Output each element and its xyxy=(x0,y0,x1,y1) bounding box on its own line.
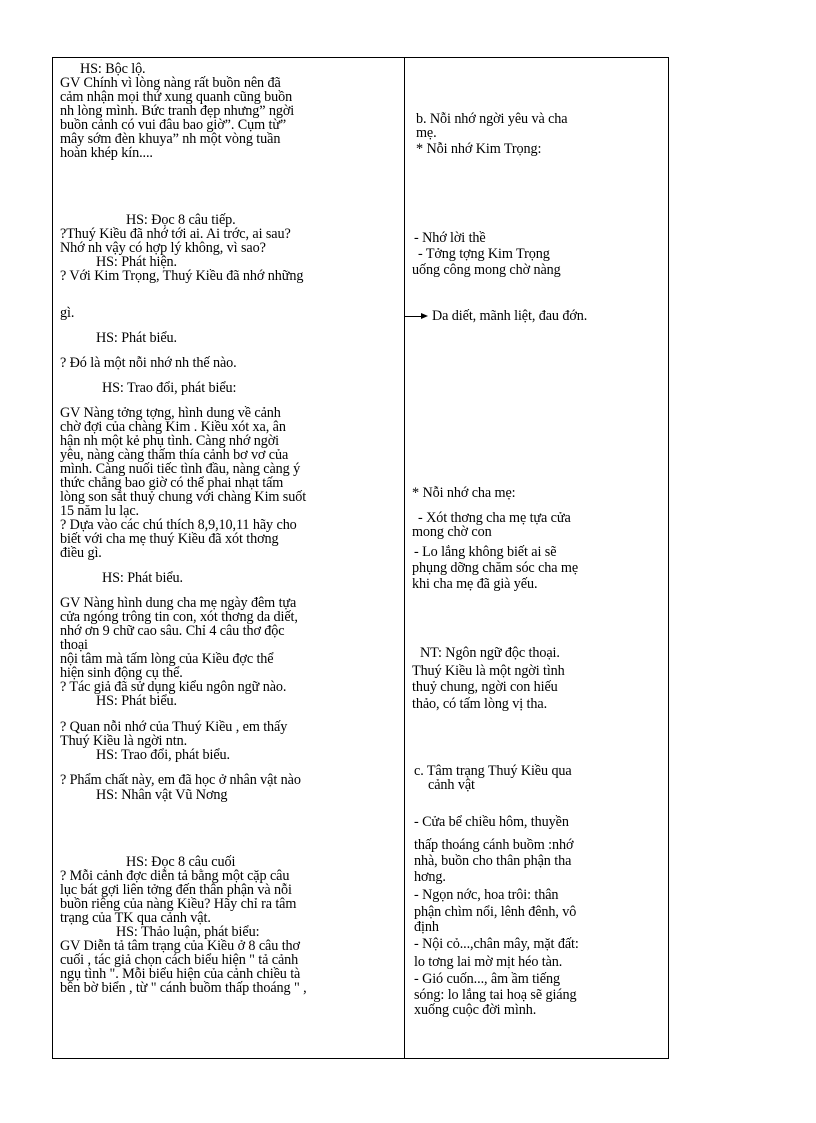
left-line: HS: Phát biểu. xyxy=(102,570,183,586)
left-line: GV Diễn tả tâm trạng của Kiều ở 8 câu thơ xyxy=(60,938,300,954)
right-line: mong chờ con xyxy=(412,524,492,540)
left-line: ? Phẩm chất này, em đã học ở nhân vật nào xyxy=(60,772,301,788)
left-line: buồn riêng của nàng Kiều? Hãy chỉ ra tâm xyxy=(60,896,297,912)
left-line: HS: Trao đổi, phát biểu. xyxy=(96,747,230,763)
left-line: HS: Đọc 8 câu cuối xyxy=(126,854,236,870)
left-line: nhớ ơn 9 chữ cao sâu. Chỉ 4 câu thơ độc xyxy=(60,623,285,639)
right-line: mẹ. xyxy=(416,125,437,141)
left-line: lòng son sắt thuỷ chung với chàng Kim suốt xyxy=(60,489,307,505)
left-line: hoàn khép kín.... xyxy=(60,145,153,161)
left-line: HS: Trao đổi, phát biểu: xyxy=(102,380,237,396)
left-line: ?Thuý Kiều đã nhớ tới ai. Ai trớc, ai sau? xyxy=(60,226,291,242)
left-line: ? Quan nỗi nhớ của Thuý Kiều , em thấy xyxy=(60,719,288,735)
left-line: ? Đó là một nỗi nhớ nh thế nào. xyxy=(60,355,237,371)
left-line: cảm nhận mọi thứ xung quanh cũng buồn xyxy=(60,89,293,105)
right-line: - Ngọn nớc, hoa trôi: thân xyxy=(414,887,559,903)
left-line: HS: Phát biểu. xyxy=(96,693,177,709)
right-line: * Nỗi nhớ Kim Trọng: xyxy=(416,141,542,157)
right-line: - Gió cuốn..., âm ầm tiếng xyxy=(414,971,560,987)
left-line: hiện sinh động cụ thể. xyxy=(60,665,183,681)
left-line: thoại xyxy=(60,637,88,653)
left-line: HS: Nhân vật Vũ Nơng xyxy=(96,787,228,803)
right-line: uống công mong chờ nàng xyxy=(412,262,561,278)
left-line: 15 năm lu lạc. xyxy=(60,503,139,519)
right-line: lo tơng lai mờ mịt héo tàn. xyxy=(414,954,563,970)
left-line: nh lòng mình. Bức tranh đẹp nhưng” ngời xyxy=(60,103,295,119)
left-line: HS: Phát biểu. xyxy=(96,330,177,346)
right-line: - Nội cỏ...,chân mây, mặt đất: xyxy=(414,936,579,952)
right-line: thấp thoáng cánh buồm :nhớ xyxy=(414,837,574,853)
right-line: xuống cuộc đời mình. xyxy=(414,1002,537,1018)
right-line: * Nỗi nhớ cha mẹ: xyxy=(412,485,516,501)
right-line: b. Nỗi nhớ ngời yêu và cha xyxy=(416,111,568,127)
right-line: - Tởng tợng Kim Trọng xyxy=(418,246,550,262)
left-line: HS: Đọc 8 câu tiếp. xyxy=(126,212,236,228)
right-line: thuỷ chung, ngời con hiếu xyxy=(412,679,558,695)
left-line: ? Tác giả đã sử dụng kiểu ngôn ngữ nào. xyxy=(60,679,287,695)
left-line: chờ đợi của chàng Kim . Kiều xót xa, ân xyxy=(60,419,286,435)
left-line: hận nh một kẻ phụ tình. Càng nhớ ngời xyxy=(60,433,279,449)
right-line: - Xót thơng cha mẹ tựa cửa xyxy=(418,510,571,526)
right-line: khi cha mẹ đã già yếu. xyxy=(412,576,538,592)
left-line: biết với cha mẹ thuý Kiều đã xót thơng xyxy=(60,531,279,547)
right-line: phận chìm nổi, lênh đênh, vô xyxy=(414,904,577,920)
left-line: buồn cảnh có vui đâu bao giờ”. Cụm từ” xyxy=(60,117,287,133)
left-line: HS: Thảo luận, phát biểu: xyxy=(116,924,260,940)
left-line: bên bờ biển , từ " cánh buồm thấp thoáng " , xyxy=(60,980,307,996)
left-line: cuối , tác giả chọn cách biểu hiện " tả cảnh xyxy=(60,952,299,968)
left-line: ? Với Kim Trọng, Thuý Kiều đã nhớ những xyxy=(60,268,304,284)
right-line: thảo, có tấm lòng vị tha. xyxy=(412,696,548,712)
right-line: - Cửa bể chiều hôm, thuyền xyxy=(414,814,569,830)
right-line: định xyxy=(414,919,439,935)
left-line: cửa ngóng trông tin con, xót thơng da diết, xyxy=(60,609,298,625)
right-line: nhà, buồn cho thân phận tha xyxy=(414,853,572,869)
right-line: Thuý Kiều là một ngời tình xyxy=(412,663,565,679)
right-line: - Lo lắng không biết ai sẽ xyxy=(414,544,557,560)
left-line: yêu, nàng càng thấm thía cảnh bơ vơ của xyxy=(60,447,289,463)
left-line: mình. Càng nuối tiếc tình đầu, nàng càng ý xyxy=(60,461,301,477)
left-line: thức chẳng bao giờ có thể phai nhạt tấm xyxy=(60,475,284,491)
right-line: sóng: lo lắng tai hoạ sẽ giáng xyxy=(414,987,577,1003)
right-line: phụng dỡng chăm sóc cha mẹ xyxy=(412,560,579,576)
right-line: NT: Ngôn ngữ độc thoại. xyxy=(420,645,560,661)
right-line: - Nhớ lời thề xyxy=(414,230,486,246)
left-line: ngụ tình ". Mỗi biểu hiện của cảnh chiều tà xyxy=(60,966,301,982)
right-line: Da diết, mãnh liệt, đau đớn. xyxy=(432,308,588,324)
left-line: Nhớ nh vậy có hợp lý không, vì sao? xyxy=(60,240,266,256)
left-line: GV Nàng hình dung cha mẹ ngày đêm tựa xyxy=(60,595,297,611)
left-line: HS: Phát hiện. xyxy=(96,254,177,270)
left-line: trạng của TK qua cảnh vật. xyxy=(60,910,211,926)
right-line: cảnh vật xyxy=(428,777,475,793)
left-line: mây sớm đèn khuya” nh một vòng tuần xyxy=(60,131,281,147)
left-line: nội tâm mà tấm lòng của Kiều đợc thể xyxy=(60,651,274,667)
right-line: c. Tâm trạng Thuý Kiều qua xyxy=(414,763,572,779)
left-line: ? Dựa vào các chú thích 8,9,10,11 hãy cho xyxy=(60,517,297,533)
left-line: GV Nàng tởng tợng, hình dung về cảnh xyxy=(60,405,281,421)
arrow-head-icon xyxy=(421,313,428,319)
column-divider xyxy=(404,57,405,1059)
left-line: HS: Bộc lộ. xyxy=(80,61,146,77)
right-line: hơng. xyxy=(414,869,446,885)
left-line: Thuý Kiều là ngời ntn. xyxy=(60,733,188,749)
left-line: gì. xyxy=(60,305,75,321)
left-line: lục bát gợi liên tởng đến thân phận và nỗi xyxy=(60,882,292,898)
left-line: ? Mỗi cảnh đợc diễn tả bằng một cặp câu xyxy=(60,868,290,884)
left-line: điều gì. xyxy=(60,545,102,561)
left-line: GV Chính vì lòng nàng rất buồn nên đã xyxy=(60,75,281,91)
